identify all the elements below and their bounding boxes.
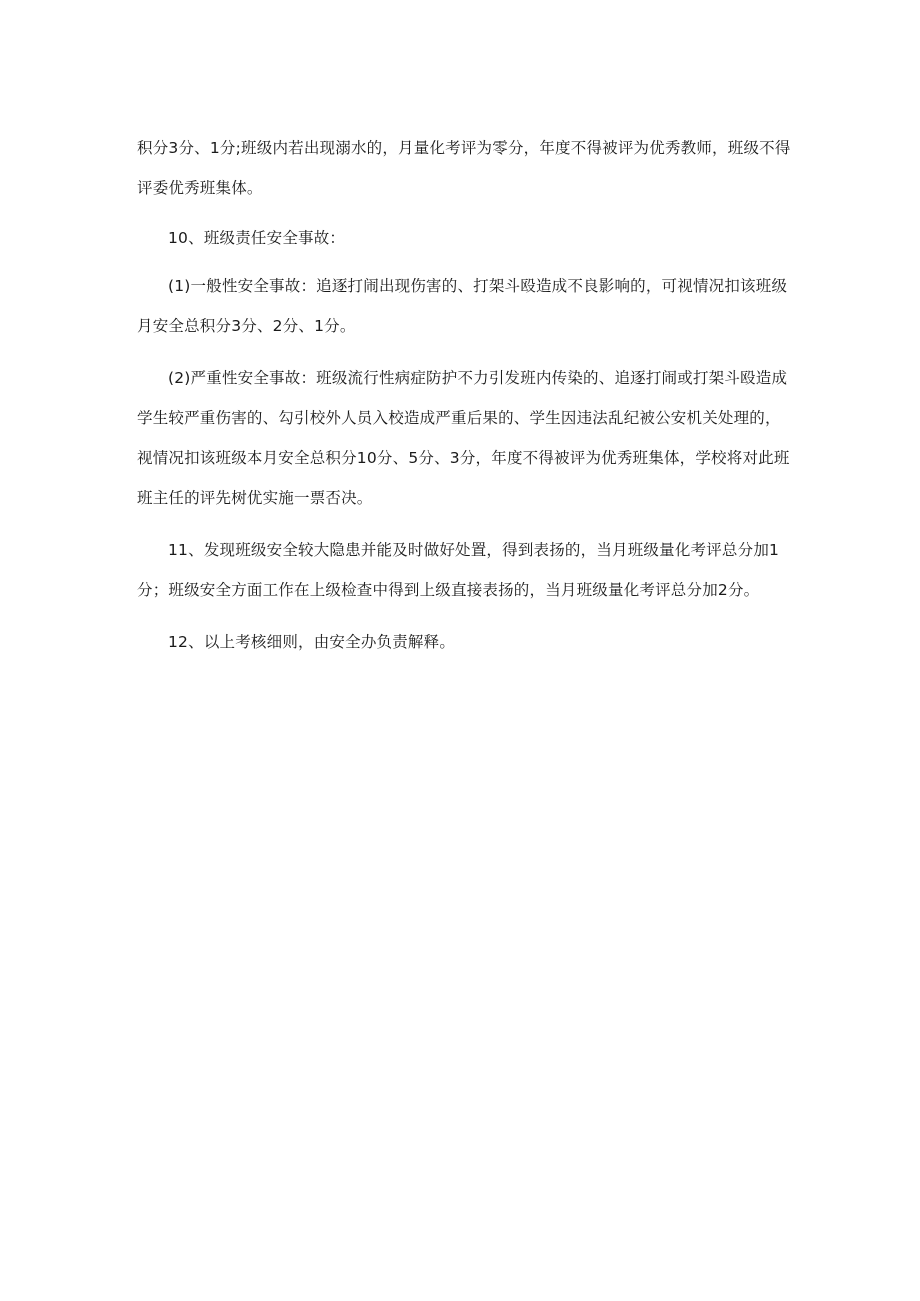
paragraph-item-11 (137, 530, 787, 610)
paragraph-item-10 (137, 218, 787, 258)
text-line: 分；班级安全方面工作在上级检查中得到上级直接表扬的，当月班级量化考评总分加2分。 (137, 581, 760, 599)
text-line: 视情况扣该班级本月安全总积分10分、5分、3分，年度不得被评为优秀班集体，学校将对此班 (137, 449, 790, 467)
text-line: 月安全总积分3分、2分、1分。 (137, 317, 356, 335)
paragraph-item-10-1 (137, 266, 787, 346)
document-body (137, 128, 791, 676)
text-line: 12、以上考核细则，由安全办负责解释。 (168, 633, 456, 651)
text-line: 10、班级责任安全事故： (168, 229, 346, 247)
paragraph-continued (137, 128, 791, 208)
text-line: (2)严重性安全事故：班级流行性病症防护不力引发班内传染的、追逐打闹或打架斗殴造成 (168, 369, 788, 387)
paragraph-item-12 (137, 622, 787, 662)
text-line: 学生较严重伤害的、勾引校外人员入校造成严重后果的、学生因违法乱纪被公安机关处理的， (137, 409, 781, 427)
text-line: 积分3分、1分;班级内若出现溺水的，月量化考评为零分，年度不得被评为优秀教师，班级不得 (137, 139, 791, 157)
text-line: 评委优秀班集体。 (137, 179, 263, 197)
text-line: (1)一般性安全事故：追逐打闹出现伤害的、打架斗殴造成不良影响的，可视情况扣该班级 (168, 277, 788, 295)
text-line: 11、发现班级安全较大隐患并能及时做好处置，得到表扬的，当月班级量化考评总分加1 (168, 541, 780, 559)
text-line: 班主任的评先树优实施一票否决。 (137, 489, 373, 507)
paragraph-item-10-2 (137, 358, 790, 518)
